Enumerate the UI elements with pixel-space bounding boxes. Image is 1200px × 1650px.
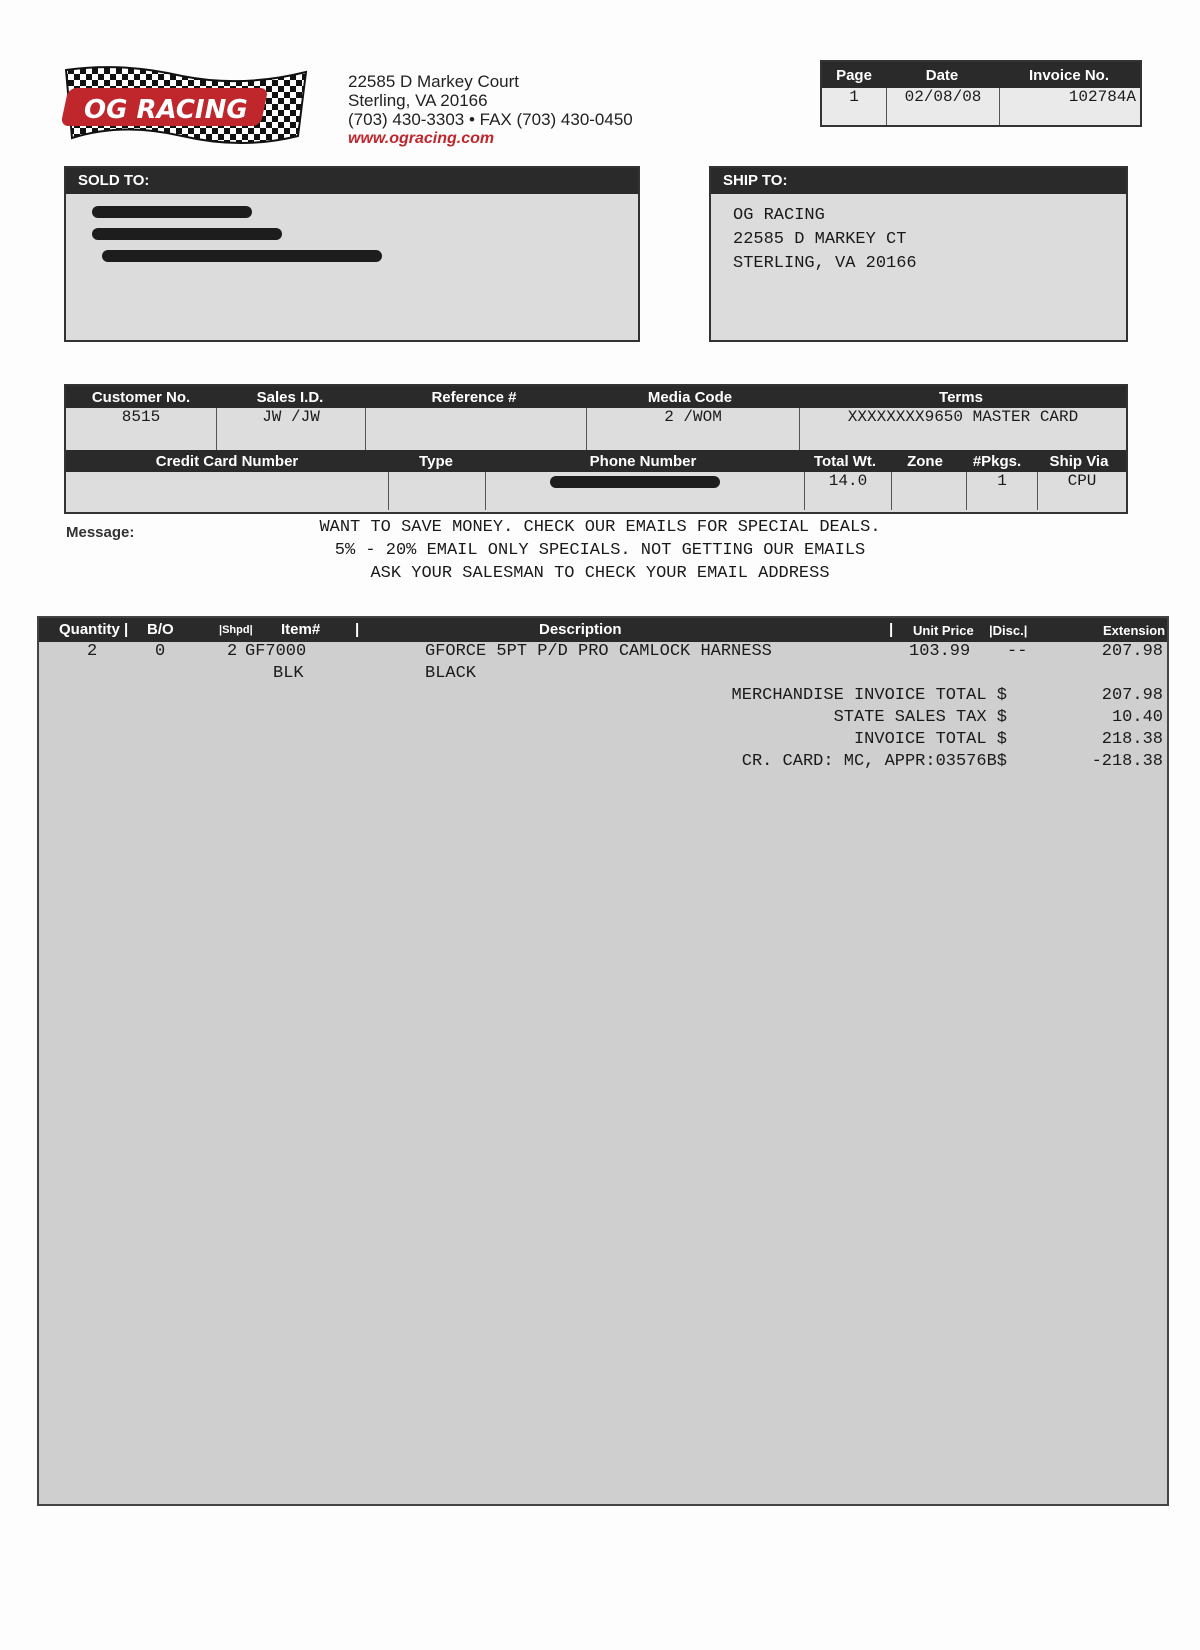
message-line1: WANT TO SAVE MONEY. CHECK OUR EMAILS FOR SPECIAL DEALS. <box>319 518 881 537</box>
card-payment-label: CR. CARD: MC, APPR:03576B$ <box>741 752 1007 771</box>
sales-tax: 10.40 <box>1111 708 1163 727</box>
address-line1: 22585 D Markey Court <box>348 72 520 91</box>
zone <box>892 472 967 510</box>
total-weight: 14.0 <box>805 472 892 510</box>
card-payment: -218.38 <box>1091 752 1163 771</box>
invoice-total: 218.38 <box>1101 730 1163 749</box>
redaction-mark <box>550 476 720 488</box>
item-description-sub: BLACK <box>425 664 477 683</box>
customer-no-label: Customer No. <box>91 388 191 406</box>
sales-id: JW /JW <box>217 408 366 450</box>
header-separator: | <box>355 621 360 638</box>
merch-total-label: MERCHANDISE INVOICE TOTAL $ <box>731 686 1007 705</box>
phone-label: Phone Number <box>589 452 697 470</box>
phone-fax: (703) 430-3303 • FAX (703) 430-0450 <box>348 110 633 129</box>
item-unit-price: 103.99 <box>909 642 971 661</box>
pkgs-label: #Pkgs. <box>972 452 1022 470</box>
zone-label: Zone <box>907 452 943 470</box>
og-racing-logo <box>62 62 310 152</box>
cc-label: Credit Card Number <box>155 452 299 470</box>
logo-text: OG RACING <box>84 95 248 125</box>
website-link[interactable]: www.ogracing.com <box>348 130 495 147</box>
redaction-mark <box>92 206 252 218</box>
invoice-no-label: Invoice No. <box>1028 66 1110 84</box>
extension-header: Extension <box>1103 623 1166 638</box>
item-discount: -- <box>1007 642 1028 661</box>
order-info-grid <box>64 384 1128 454</box>
invoice-total-label: INVOICE TOTAL $ <box>853 730 1007 749</box>
item-description: GFORCE 5PT P/D PRO CAMLOCK HARNESS <box>425 642 772 661</box>
ship-to-name: OG RACING <box>733 206 825 225</box>
item-header: Item# <box>281 621 321 638</box>
item-quantity: 2 <box>87 642 98 661</box>
cc-number <box>66 472 389 510</box>
sold-to-panel <box>64 166 640 342</box>
reference-label: Reference # <box>431 388 517 406</box>
item-shipped: 2 <box>227 642 238 661</box>
bo-header: B/O <box>147 621 174 638</box>
disc-header: |Disc.| <box>989 623 1028 638</box>
unit-price-header: Unit Price <box>913 623 974 638</box>
ship-to-street: 22585 D MARKEY CT <box>733 230 907 249</box>
weight-label: Total Wt. <box>813 452 877 470</box>
message-label: Message: <box>66 524 135 541</box>
reference <box>366 408 587 450</box>
customer-no: 8515 <box>66 408 217 450</box>
merch-total: 207.98 <box>1101 686 1163 705</box>
line-items-header <box>39 618 1167 642</box>
date-label: Date <box>925 66 959 84</box>
redaction-mark <box>102 250 382 262</box>
address-line2: Sterling, VA 20166 <box>348 91 488 110</box>
sales-id-label: Sales I.D. <box>256 388 324 406</box>
item-extension: 207.98 <box>1101 642 1163 661</box>
redaction-mark <box>92 228 282 240</box>
package-count: 1 <box>967 472 1038 510</box>
quantity-header: Quantity | <box>59 621 129 638</box>
media-code: 2 /WOM <box>587 408 800 450</box>
sold-to-label: SOLD TO: <box>66 168 638 194</box>
card-type <box>389 472 486 510</box>
invoice-number: 102784A <box>1068 88 1136 106</box>
shpd-header: |Shpd| <box>219 624 253 636</box>
message-line2: 5% - 20% EMAIL ONLY SPECIALS. NOT GETTING OUR EMAILS <box>334 541 866 560</box>
type-label: Type <box>419 452 453 470</box>
message-text <box>220 516 980 585</box>
ship-to-label: SHIP TO: <box>711 168 1126 194</box>
description-header: Description <box>539 621 622 638</box>
item-number-sub: BLK <box>273 664 304 683</box>
phone-number <box>486 472 805 510</box>
item-number: GF7000 <box>245 642 307 661</box>
line-items-table <box>37 616 1169 1506</box>
sales-tax-label: STATE SALES TAX $ <box>833 708 1007 727</box>
message-line3: ASK YOUR SALESMAN TO CHECK YOUR EMAIL ADDRESS <box>370 564 830 583</box>
page-label: Page <box>836 66 872 84</box>
media-code-label: Media Code <box>647 388 733 406</box>
item-backorder: 0 <box>155 642 166 661</box>
ship-via: CPU <box>1067 472 1097 490</box>
invoice-header-box <box>820 60 1142 127</box>
ship-to-city: STERLING, VA 20166 <box>733 254 917 273</box>
shipping-info-grid <box>64 450 1128 514</box>
page-number: 1 <box>822 88 887 125</box>
ship-to-panel <box>709 166 1128 342</box>
header-separator: | <box>889 621 894 638</box>
ship-via-label: Ship Via <box>1049 452 1109 470</box>
terms-label: Terms <box>939 388 983 406</box>
company-address <box>348 72 633 148</box>
terms: XXXXXXXX9650 MASTER CARD <box>847 408 1079 426</box>
invoice-date: 02/08/08 <box>887 88 1000 125</box>
